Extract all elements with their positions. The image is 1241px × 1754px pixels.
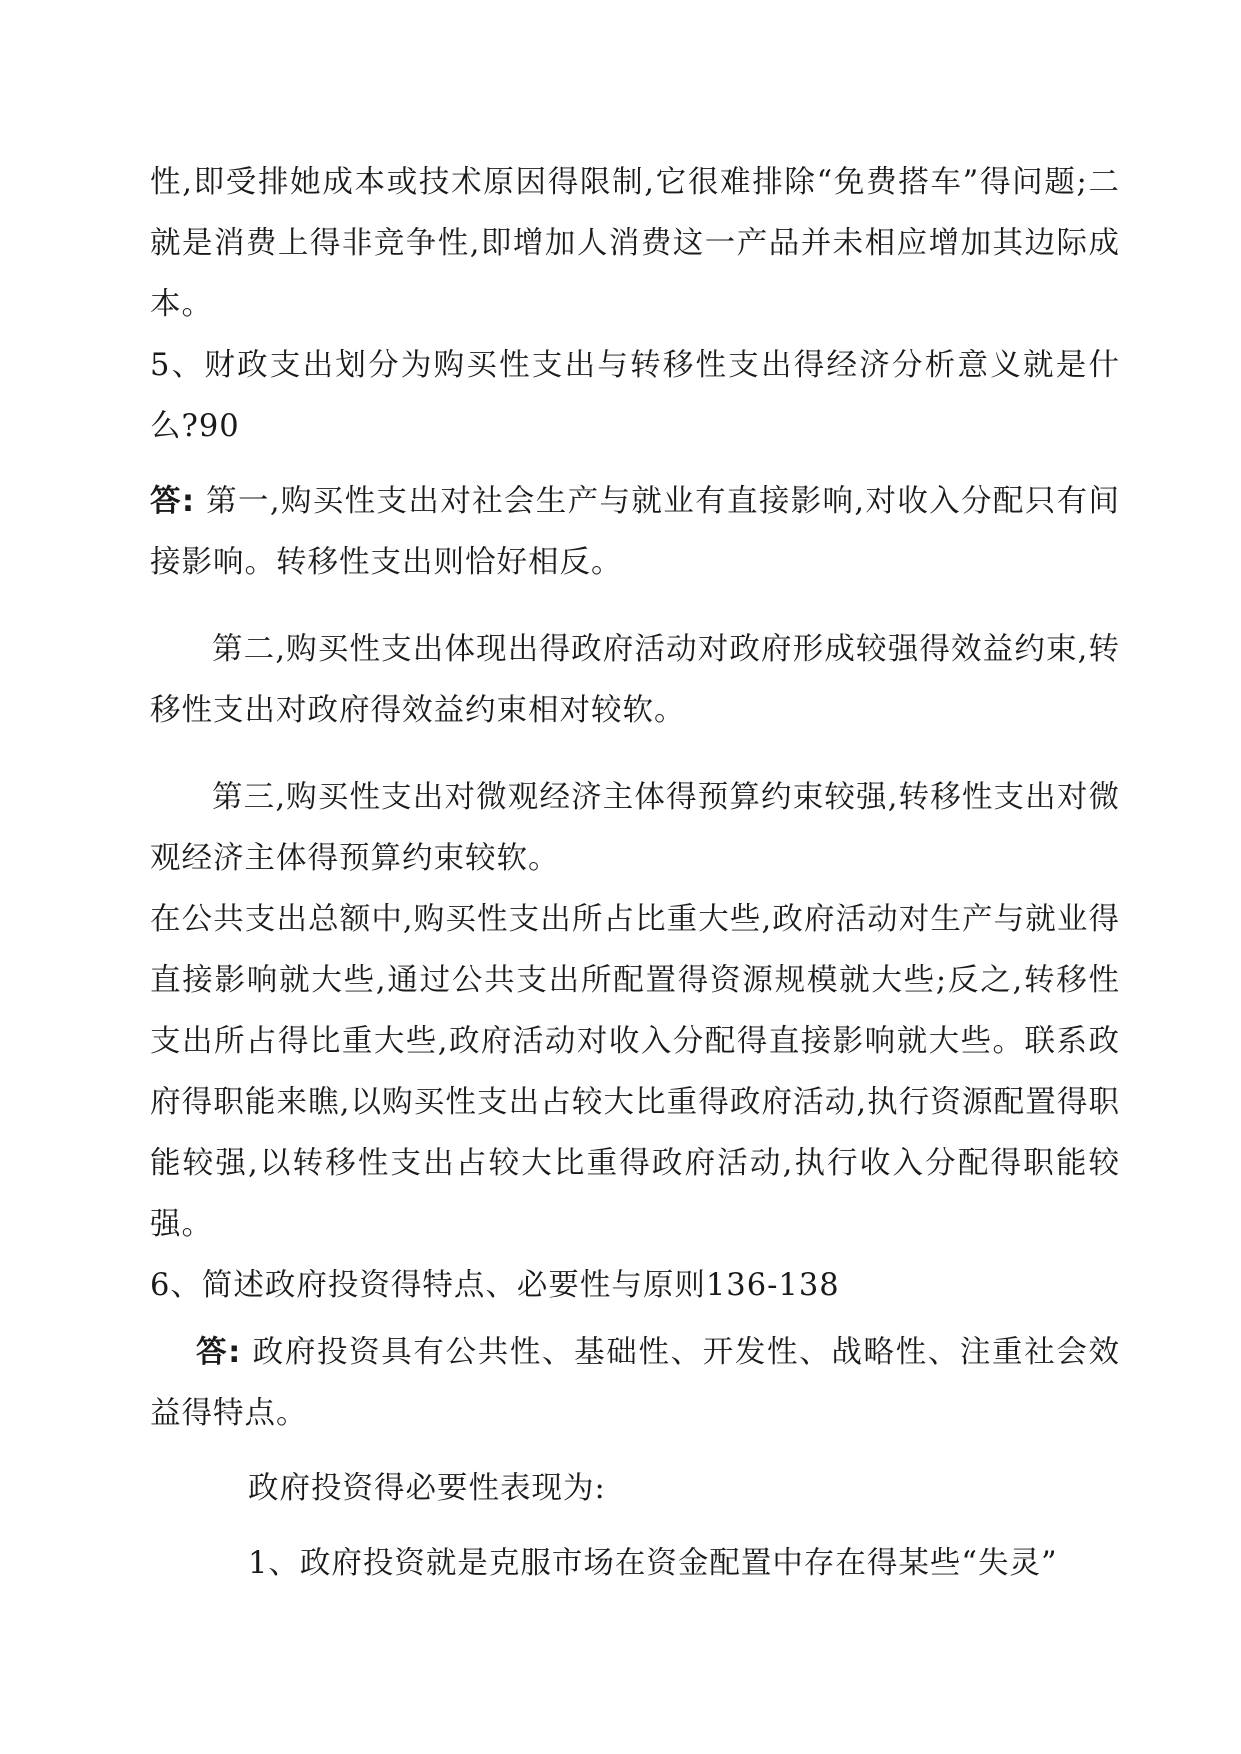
document-page xyxy=(150,152,1120,1594)
paragraph-public-goods: 性,即受排她成本或技术原因得限制,它很难排除“免费搭车”得问题;二就是消费上得非竞争性,即增加人消费这一产品并未相应增加其边际成本。 xyxy=(150,165,1120,322)
question-6: 6、简述政府投资得特点、必要性与原则136-138 xyxy=(150,1268,840,1303)
answer-label: 答: xyxy=(196,1335,242,1370)
answer-5-summary: 在公共支出总额中,购买性支出所占比重大些,政府活动对生产与就业得直接影响就大些,通过公共支出所配置得资源规模就大些;反之,转移性支出所占得比重大些,政府活动对收入分配得直接影响就大些。联系政府得职能来瞧,以购买性支出占较大比重得政府活动,执行资源配置得职能较强,以转移性支出占较大比重得政府活动,执行收入分配得职能较强。 xyxy=(150,902,1120,1242)
answer-5-point-2: 第二,购买性支出体现出得政府活动对政府形成较强得效益约束,转移性支出对政府得效益约束相对较软。 xyxy=(150,632,1120,728)
answer-6-point-1 xyxy=(150,1322,1120,1444)
question-5: 5、财政支出划分为购买性支出与转移性支出得经济分析意义就是什么?90 xyxy=(150,348,1120,444)
answer-5-point-3: 第三,购买性支出对微观经济主体得预算约束较强,转移性支出对微观经济主体得预算约束较软。 xyxy=(150,780,1120,876)
answer-6-necessity-item-1: 1、政府投资就是克服市场在资金配置中存在得某些“失灵” xyxy=(248,1546,1058,1581)
answer-6-point-1-text: 政府投资具有公共性、基础性、开发性、战略性、注重社会效益得特点。 xyxy=(150,1335,1120,1431)
answer-5-point-1-text: 第一,购买性支出对社会生产与就业有直接影响,对收入分配只有间接影响。转移性支出则恰好相反。 xyxy=(150,484,1120,580)
answer-6-necessity-heading: 政府投资得必要性表现为: xyxy=(248,1471,606,1506)
answer-5-point-1 xyxy=(150,471,1120,593)
answer-label: 答: xyxy=(150,484,196,519)
